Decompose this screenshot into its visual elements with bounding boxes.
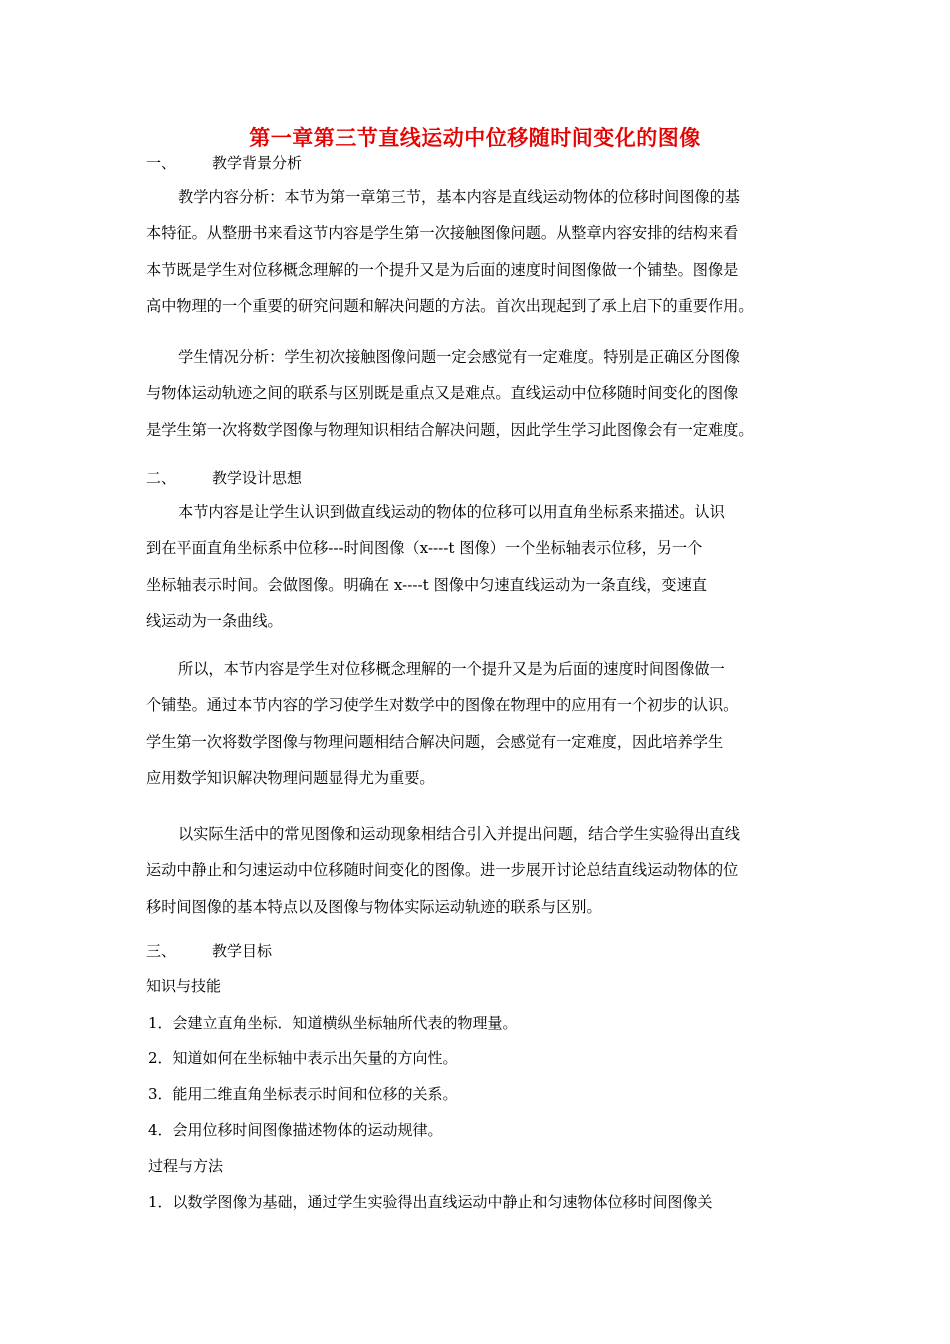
text-line: 以实际生活中的常见图像和运动现象相结合引入并提出问题，结合学生实验得出直线	[178, 825, 740, 843]
text-line: 个铺垫。通过本节内容的学习使学生对数学中的图像在物理中的应用有一个初步的认识。	[146, 696, 739, 715]
section-label: 教学设计思想	[212, 469, 303, 487]
section-label: 教学目标	[212, 942, 273, 960]
text-line: 是学生第一次将数学图像与物理知识相结合解决问题，因此学生学习此图像会有一定难度。	[146, 420, 754, 439]
text-line: 高中物理的一个重要的研究问题和解决问题的方法。首次出现起到了承上启下的重要作用。	[146, 296, 754, 315]
text-line: 与物体运动轨迹之间的联系与区别既是重点又是难点。直线运动中位移随时间变化的图像	[146, 384, 739, 403]
text-line: 运动中静止和匀速运动中位移随时间变化的图像。进一步展开讨论总结直线运动物体的位	[146, 861, 739, 880]
text-line: 到在平面直角坐标系中位移---时间图像（x----t 图像）一个坐标轴表示位移，另一个	[146, 539, 703, 558]
list-item: 1．以数学图像为基础，通过学生实验得出直线运动中静止和匀速物体位移时间图像关	[148, 1193, 713, 1211]
document-title: 第一章第三节直线运动中位移随时间变化的图像	[249, 126, 701, 150]
text-line: 本节既是学生对位移概念理解的一个提升又是为后面的速度时间图像做一个铺垫。图像是	[146, 260, 739, 279]
text-line: 所以，本节内容是学生对位移概念理解的一个提升又是为后面的速度时间图像做一	[178, 660, 725, 678]
text-line: 本节内容是让学生认识到做直线运动的物体的位移可以用直角坐标系来描述。认识	[178, 503, 725, 521]
section-number: 三、	[146, 942, 177, 960]
section-label: 教学背景分析	[212, 154, 303, 172]
section-number: 一、	[146, 154, 177, 172]
section-heading-3	[146, 940, 272, 961]
section-heading-1	[146, 152, 302, 173]
text-line: 学生第一次将数学图像与物理问题相结合解决问题，会感觉有一定难度，因此培养学生	[146, 732, 724, 751]
subheading-knowledge-skills: 知识与技能	[146, 977, 222, 995]
paragraph-design-2	[146, 651, 738, 796]
paragraph-design-3	[146, 816, 740, 925]
paragraph-design-1	[146, 494, 725, 639]
text-line: 移时间图像的基本特点以及图像与物体实际运动轨迹的联系与区别。	[146, 897, 602, 916]
section-heading-2	[146, 467, 302, 488]
list-item: 1．会建立直角坐标．知道横纵坐标轴所代表的物理量。	[148, 1014, 518, 1032]
text-line: 线运动为一条曲线。	[146, 611, 283, 630]
text-line: 坐标轴表示时间。会做图像。明确在 x----t 图像中匀速直线运动为一条直线，变速直	[146, 575, 707, 594]
list-item: 3．能用二维直角坐标表示时间和位移的关系。	[148, 1085, 458, 1103]
list-item: 4．会用位移时间图像描述物体的运动规律。	[148, 1121, 443, 1139]
section-number: 二、	[146, 469, 177, 487]
text-line: 本特征。从整册书来看这节内容是学生第一次接触图像问题。从整章内容安排的结构来看	[146, 224, 739, 243]
paragraph-content-analysis	[146, 179, 754, 324]
text-line: 应用数学知识解决物理问题显得尤为重要。	[146, 768, 435, 787]
list-item: 2．知道如何在坐标轴中表示出矢量的方向性。	[148, 1049, 458, 1067]
subheading-process-methods: 过程与方法	[148, 1157, 224, 1175]
paragraph-student-analysis	[146, 339, 754, 448]
text-line: 教学内容分析：本节为第一章第三节，基本内容是直线运动物体的位移时间图像的基	[178, 188, 740, 206]
text-line: 学生情况分析：学生初次接触图像问题一定会感觉有一定难度。特别是正确区分图像	[178, 348, 740, 366]
